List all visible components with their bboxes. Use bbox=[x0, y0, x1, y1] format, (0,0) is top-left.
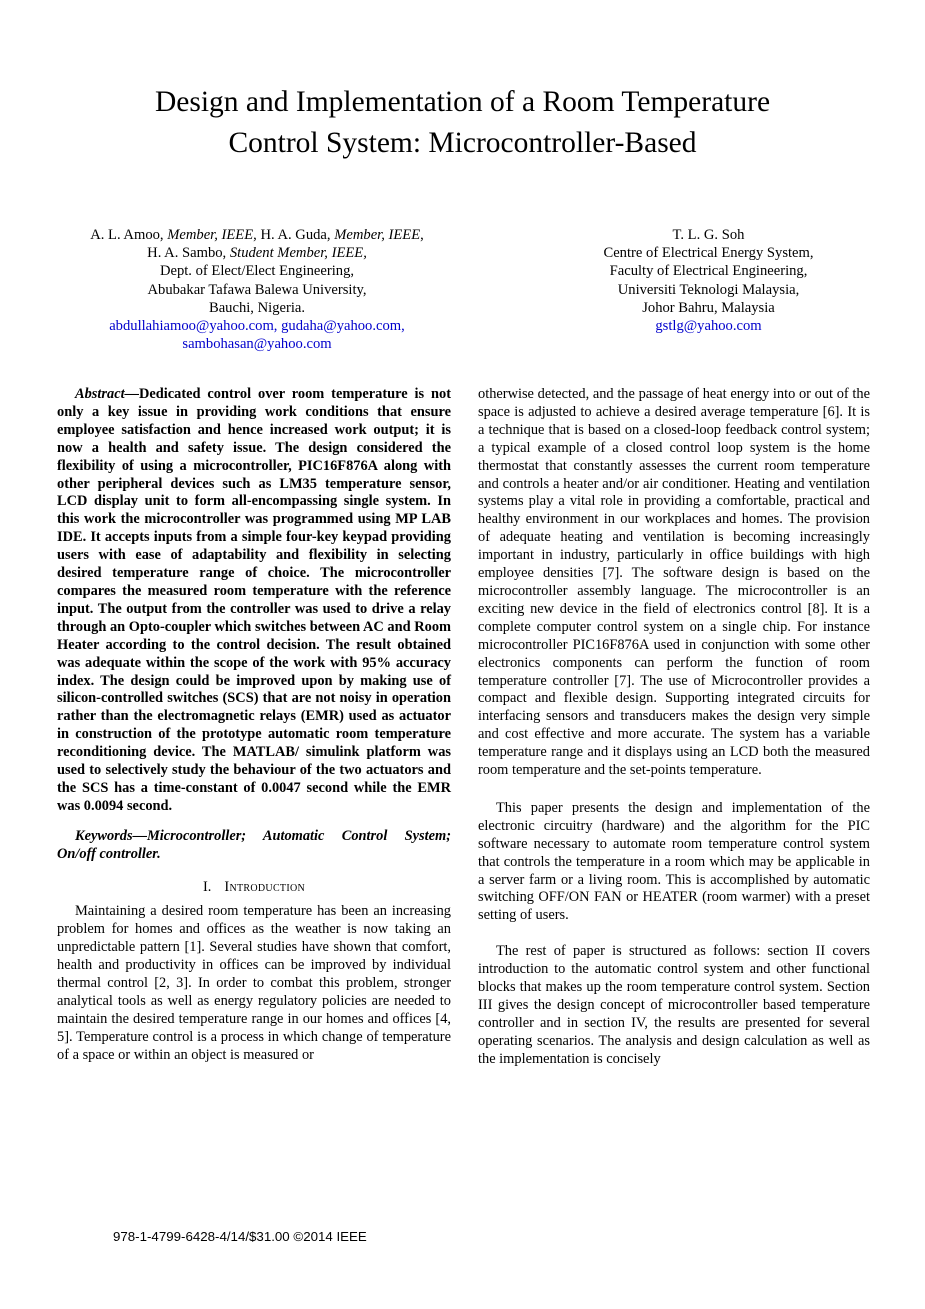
paper-title bbox=[0, 82, 925, 164]
author-emails-line1 bbox=[57, 317, 457, 335]
author-name: , H. A. Guda, bbox=[253, 227, 335, 243]
author-membership: Member, IEEE bbox=[167, 227, 254, 243]
email-link[interactable]: sambohasan@yahoo.com bbox=[182, 336, 332, 353]
left-column bbox=[57, 386, 451, 1065]
section-title: Introduction bbox=[224, 878, 305, 895]
author-location: Johor Bahru, Malaysia bbox=[642, 299, 775, 316]
keywords-label: Keywords— bbox=[75, 827, 147, 844]
paper-title-line2: Control System: Microcontroller-Based bbox=[228, 127, 697, 159]
author-university: Universiti Teknologi Malaysia, bbox=[617, 281, 800, 298]
author-email bbox=[512, 317, 905, 335]
author-name: T. L. G. Soh bbox=[672, 227, 745, 243]
abstract-label: Abstract— bbox=[75, 386, 139, 402]
introduction-paragraph-part2: otherwise detected, and the passage of heat energy into or out of the space is adjusted to achieve a desired average temperature [6]. It is a technique that is based on a closed-loop feedback control system; a typical example of a closed control loop system is the home thermostat that constantly assesses the current room temperature and controls a heater and/or air conditioner. Heating and ventilation systems play a vital role in providing a comfortable, practical and healthy environment in our workplaces and homes. The provision of adequate heating and ventilation is becoming increasingly important in industry, particularly in office buildings with high employee densities [7]. The software design is based on the microcontroller assembly language. The microcontroller is an exciting new device in the field of electronics control [8]. It is a complete computer control system on a single chip. For instance microcontroller PIC16F876A used in conjunction with some other electronics components can perform the function of room temperature controller [7]. The use of Microcontroller provides a compact and flexible design. Supporting integrated circuits for interfacing sensors and transducers makes the design very simple and cost effective and more accurate. The system has a variable temperature range and it displays using an LCD both the measured room temperature and the set-points temperature. bbox=[478, 386, 870, 779]
section-number: I. bbox=[203, 878, 212, 895]
email-link[interactable]: gstlg@yahoo.com bbox=[655, 318, 762, 335]
introduction-paragraph-part1: Maintaining a desired room temperature has been an increasing problem for homes and offices as the weather is now taking an unpredictable pattern [1]. Several studies have shown that comfort, health and productivity in offices can be improved by individual thermal control [2, 3]. In order to combat this problem, stronger analytical tools as well as energy regulatory policies are needed to maintain the desired temperature range in our homes and offices [4, 5]. Temperature control is a process in which change of temperature of a space or within an object is measured or bbox=[57, 903, 451, 1063]
paper-structure-paragraph: The rest of paper is structured as follows: section II covers introduction to the automatic control system and other functional blocks that makes up the room temperature control system. Section III gives the design concept of microcontroller based temperature controller and in section IV, the results are presented for several operating scenarios. The analysis and design calculation as well as the implementation is concisely bbox=[478, 943, 870, 1067]
section-heading-introduction bbox=[57, 879, 451, 897]
author-faculty: Faculty of Electrical Engineering, bbox=[609, 263, 808, 280]
paper-presents-paragraph: This paper presents the design and implementation of the electronic circuitry (hardware) and the algorithm for the PIC software necessary to automate room temperature control system that controls the temperature in a room which may be applicable in a server farm or a living room. This is accomplished by automatic switching OFF/ON FAN or HEATER (room warmer) with a preset setting of users. bbox=[478, 799, 870, 924]
author-membership: Student Member, IEEE, bbox=[229, 245, 367, 262]
author-name: H. A. Sambo, bbox=[147, 245, 230, 262]
keywords-paragraph bbox=[57, 828, 451, 864]
author-names-line2 bbox=[57, 244, 457, 262]
author-university: Abubakar Tafawa Balewa University, bbox=[147, 281, 367, 298]
author-block-left bbox=[57, 226, 457, 353]
author-block-right bbox=[512, 226, 905, 335]
email-link[interactable]: abdullahiamoo@yahoo.com, gudaha@yahoo.com, bbox=[109, 318, 405, 335]
paper-title-line1: Design and Implementation of a Room Temperature bbox=[154, 86, 771, 118]
abstract-paragraph bbox=[57, 386, 451, 816]
keywords-text: Microcontroller; Automatic Control System; On/off controller. bbox=[57, 827, 451, 862]
author-membership: Member, IEEE bbox=[334, 227, 421, 243]
author-emails-line2 bbox=[57, 335, 457, 353]
author-centre: Centre of Electrical Energy System, bbox=[603, 245, 814, 262]
author-name: A. L. Amoo, bbox=[90, 227, 168, 243]
author-location: Bauchi, Nigeria. bbox=[208, 299, 306, 316]
abstract-text: Dedicated control over room temperature is not only a key issue in providing work conditions that ensure employee satisfaction and hence increased work output; it is now a health and safety issue. The design considered the flexibility of using a microcontroller, PIC16F876A along with other peripheral devices such as LM35 temperature sensor, LCD display unit to form all-encompassing single system. In this work the microcontroller was programmed using MP LAB IDE. It accepts inputs from a simple four-key keypad providing users with ease of adaptability and flexibility in selecting desired temperature range of choice. The microcontroller compares the measured room temperature with the reference input. The output from the controller was used to drive a relay through an Opto-coupler which switches between AC and Room Heater according to the control decision. The result obtained was adequate within the scope of the work with 95% accuracy index. The design could be improved upon by making use of silicon-controlled switches (SCS) that are not noisy in operation rather than the electromagnetic relays (EMR) used as actuator in construction of the prototype automatic room temperature reconditioning device. The MATLAB/ simulink platform was used to selectively study the behaviour of the two actuators and the SCS has a time-constant of 0.0047 second while the EMR was 0.0094 second. bbox=[57, 386, 451, 814]
right-column bbox=[478, 386, 870, 1069]
author-department: Dept. of Elect/Elect Engineering, bbox=[159, 263, 355, 280]
author-names-line1: A. L. Amoo, Member, IEEE, H. A. Guda, Member, IEEE, bbox=[90, 227, 424, 243]
copyright-notice: 978-1-4799-6428-4/14/$31.00 ©2014 IEEE bbox=[113, 1229, 367, 1244]
